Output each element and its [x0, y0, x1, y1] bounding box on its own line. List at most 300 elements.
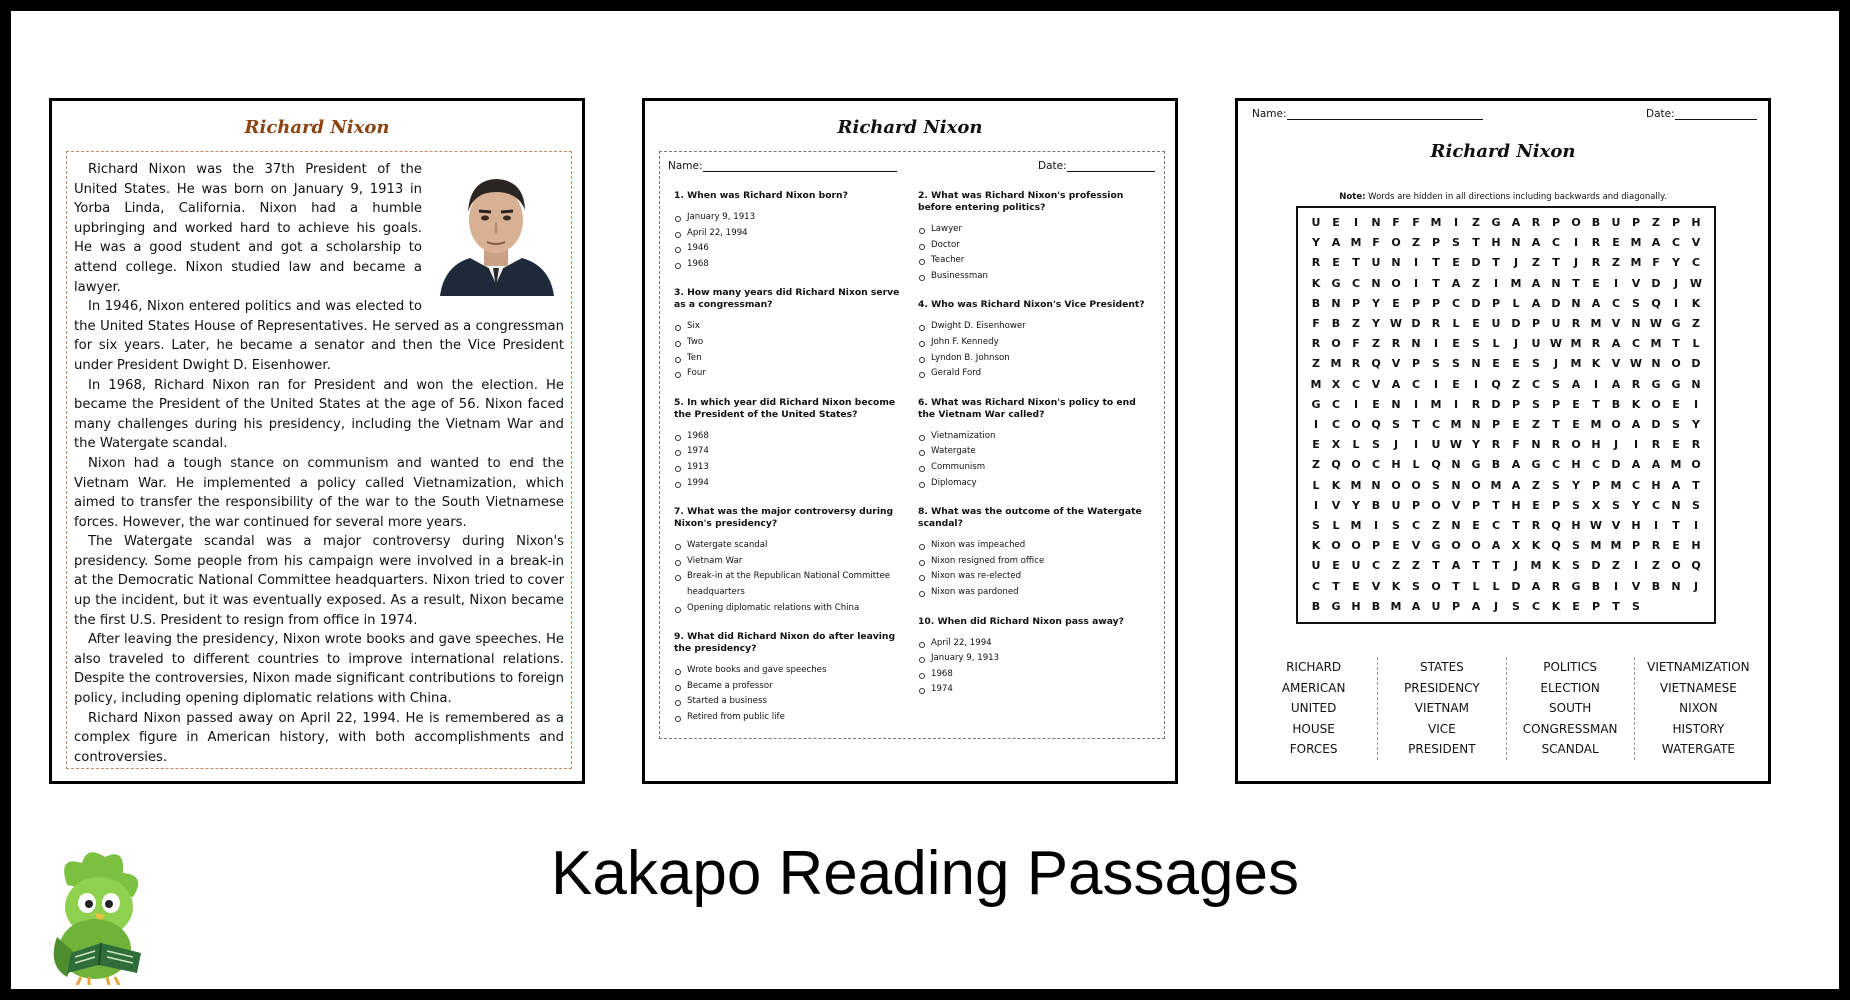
grid-letter: C: [1411, 519, 1421, 532]
answer-option[interactable]: Vietnam War: [674, 554, 902, 570]
grid-letter: I: [1353, 216, 1359, 229]
grid-letter: P: [1591, 478, 1601, 492]
word-list-item: SOUTH: [1549, 701, 1592, 716]
answer-option[interactable]: Nixon was impeached: [918, 538, 1146, 554]
grid-letter: T: [1552, 256, 1560, 270]
grid-letter: U: [1431, 438, 1441, 452]
grid-letter: R: [1391, 337, 1401, 351]
answer-options: [918, 222, 1146, 284]
answer-option[interactable]: 1974: [918, 682, 1146, 698]
grid-letter: S: [1572, 559, 1580, 573]
word-list-item: UNITED: [1290, 701, 1337, 716]
grid-letter: P: [1671, 216, 1681, 229]
grid-letter: C: [1331, 418, 1341, 431]
grid-letter: J: [1513, 256, 1519, 270]
grid-letter: N: [1451, 458, 1461, 472]
grid-letter: G: [1491, 216, 1501, 229]
letter-grid: [1296, 206, 1716, 624]
grid-letter: S: [1392, 418, 1400, 431]
grid-letter: A: [1511, 458, 1521, 472]
grid-letter: Z: [1532, 256, 1540, 270]
grid-letter: O: [1651, 397, 1661, 411]
grid-letter: I: [1673, 296, 1679, 310]
grid-letter: Q: [1491, 377, 1501, 391]
grid-letter: M: [1310, 377, 1322, 391]
grid-letter: O: [1691, 458, 1701, 472]
grid-letter: G: [1671, 317, 1681, 330]
grid-letter: E: [1332, 216, 1340, 229]
grid-letter: I: [1693, 519, 1699, 532]
grid-letter: B: [1591, 579, 1601, 593]
grid-letter: R: [1551, 579, 1561, 593]
date-label: Date:: [1646, 108, 1675, 120]
answer-option[interactable]: Four: [674, 366, 902, 382]
quiz-column-left: [674, 190, 902, 740]
quiz-title: Richard Nixon: [837, 117, 983, 138]
grid-letter: T: [1432, 256, 1440, 270]
grid-letter: Q: [1551, 539, 1561, 553]
question-text: 4. Who was Richard Nixon's Vice President?: [918, 299, 1145, 311]
grid-letter: Z: [1532, 478, 1540, 492]
answer-options: [918, 538, 1146, 600]
answer-option[interactable]: 1968: [918, 667, 1146, 683]
grid-letter: V: [1611, 317, 1621, 330]
quiz-question: [918, 616, 1146, 698]
question-text: 7. What was the major controversy during Nixon's presidency?: [674, 506, 894, 530]
grid-letter: B: [1651, 579, 1661, 593]
grid-letter: E: [1352, 579, 1360, 593]
grid-letter: D: [1511, 317, 1521, 330]
answer-option[interactable]: Break-in at the Republican National Committee headquarters: [674, 569, 902, 600]
grid-letter: T: [1692, 478, 1700, 492]
word-list-item: NIXON: [1679, 701, 1718, 716]
grid-letter: A: [1531, 236, 1541, 250]
answer-option[interactable]: Doctor: [918, 238, 1146, 254]
grid-letter: P: [1551, 216, 1561, 229]
grid-letter: D: [1491, 397, 1501, 411]
grid-letter: B: [1611, 397, 1621, 411]
grid-letter: H: [1351, 599, 1361, 613]
grid-letter: T: [1472, 559, 1480, 573]
grid-letter: Q: [1371, 357, 1381, 371]
grid-letter: O: [1391, 276, 1401, 290]
grid-letter: J: [1553, 357, 1559, 371]
passage-paragraph: Richard Nixon was the 37th President of the United States. He was born on January 9, 1913 in Yorba Linda, California. Nixon had a humble upbringing and worked hard to achieve his goals. He was a good student and got a scholarship to attend college. Nixon studied law and became a lawyer.: [74, 162, 422, 295]
grid-letter: I: [1613, 276, 1619, 290]
grid-letter: U: [1611, 216, 1621, 229]
grid-letter: M: [1630, 236, 1642, 250]
word-list: [1250, 657, 1762, 760]
grid-letter: E: [1372, 397, 1380, 411]
word-list-column: [1635, 657, 1762, 760]
grid-letter: S: [1432, 478, 1440, 492]
grid-letter: E: [1492, 357, 1500, 371]
grid-letter: O: [1411, 478, 1421, 492]
grid-letter: M: [1590, 418, 1602, 431]
grid-letter: P: [1631, 216, 1641, 229]
grid-letter: I: [1313, 498, 1319, 512]
answer-option[interactable]: 1974: [674, 444, 902, 460]
answer-option[interactable]: Nixon was pardoned: [918, 585, 1146, 601]
grid-letter: W: [1389, 317, 1403, 330]
word-search-page: [1235, 98, 1771, 784]
grid-letter: M: [1350, 478, 1362, 492]
grid-letter: Z: [1312, 357, 1320, 371]
grid-letter: L: [1332, 519, 1340, 532]
grid-letter: Z: [1512, 377, 1520, 391]
grid-letter: G: [1471, 458, 1481, 472]
grid-letter: N: [1551, 276, 1561, 290]
grid-letter: Z: [1352, 317, 1360, 330]
grid-letter: L: [1312, 478, 1320, 492]
grid-letter: S: [1552, 377, 1560, 391]
grid-letter: N: [1571, 296, 1581, 310]
question-text: 10. When did Richard Nixon pass away?: [918, 615, 1124, 627]
answer-option[interactable]: Nixon was re-elected: [918, 569, 1146, 585]
answer-option[interactable]: Teacher: [918, 253, 1146, 269]
grid-letter: O: [1391, 236, 1401, 250]
grid-letter: K: [1551, 559, 1561, 573]
grid-letter: O: [1571, 216, 1581, 229]
grid-letter: I: [1373, 519, 1379, 532]
grid-letter: A: [1411, 599, 1421, 613]
grid-letter: O: [1671, 559, 1681, 573]
ws-title: Richard Nixon: [1430, 141, 1576, 162]
grid-letter: Q: [1331, 458, 1341, 472]
grid-letter: Z: [1692, 317, 1700, 330]
quiz-date-field: [1038, 160, 1155, 172]
answer-option[interactable]: 1994: [674, 476, 902, 492]
question-text: 1. When was Richard Nixon born?: [674, 190, 848, 201]
answer-option[interactable]: April 22, 1994: [918, 636, 1146, 652]
grid-letter: S: [1392, 519, 1400, 532]
grid-letter: Q: [1371, 418, 1381, 431]
answer-option[interactable]: Two: [674, 335, 902, 351]
grid-letter: T: [1452, 579, 1460, 593]
grid-letter: A: [1511, 216, 1521, 229]
word-list-item: ELECTION: [1540, 680, 1600, 695]
quiz-name-field: [668, 160, 897, 172]
grid-letter: V: [1371, 579, 1381, 593]
answer-option[interactable]: Six: [674, 319, 902, 335]
answer-option[interactable]: Lyndon B. Johnson: [918, 351, 1146, 367]
grid-letter: P: [1551, 498, 1561, 512]
grid-letter: Y: [1632, 498, 1640, 512]
passage-paragraph: Richard Nixon passed away on April 22, 1994. He is remembered as a complex figure in American history, with both accomplishments and controversies.: [74, 710, 564, 765]
grid-letter: M: [1610, 539, 1622, 553]
answer-option[interactable]: Gerald Ford: [918, 366, 1146, 382]
word-list-item: STATES: [1419, 660, 1464, 674]
grid-letter: I: [1453, 216, 1459, 229]
ws-date-field: [1646, 108, 1757, 120]
grid-letter: R: [1651, 438, 1661, 452]
answer-option[interactable]: January 9, 1913: [674, 210, 902, 226]
grid-letter: Y: [1472, 438, 1480, 452]
grid-letter: A: [1611, 377, 1621, 391]
word-list-item: CONGRESSMAN: [1522, 721, 1618, 736]
grid-letter: O: [1431, 498, 1441, 512]
grid-letter: A: [1511, 478, 1521, 492]
grid-letter: A: [1451, 276, 1461, 290]
grid-letter: W: [1649, 317, 1663, 330]
grid-letter: W: [1549, 337, 1563, 351]
grid-letter: H: [1391, 458, 1401, 472]
grid-letter: H: [1651, 478, 1661, 492]
grid-letter: R: [1551, 438, 1561, 452]
grid-letter: S: [1552, 478, 1560, 492]
grid-letter: N: [1631, 317, 1641, 330]
grid-letter: X: [1331, 377, 1341, 391]
grid-letter: F: [1312, 317, 1320, 330]
grid-letter: T: [1592, 397, 1600, 411]
grid-letter: N: [1471, 357, 1481, 371]
grid-letter: S: [1512, 599, 1520, 613]
grid-letter: A: [1651, 458, 1661, 472]
grid-letter: N: [1531, 438, 1541, 452]
grid-letter: I: [1573, 236, 1579, 250]
grid-letter: U: [1391, 498, 1401, 512]
question-text: 5. In which year did Richard Nixon become the President of the United States?: [674, 396, 896, 420]
grid-letter: T: [1572, 276, 1580, 290]
grid-letter: O: [1431, 579, 1441, 593]
grid-letter: B: [1491, 458, 1501, 472]
answer-option[interactable]: Opening diplomatic relations with China: [674, 601, 902, 617]
reading-passage-page: [49, 98, 585, 784]
grid-letter: S: [1672, 418, 1680, 431]
grid-letter: T: [1492, 256, 1500, 270]
answer-option[interactable]: Watergate scandal: [674, 538, 902, 554]
grid-letter: W: [1689, 276, 1703, 290]
grid-letter: R: [1471, 397, 1481, 411]
grid-letter: O: [1391, 478, 1401, 492]
grid-letter: D: [1651, 418, 1661, 431]
answer-option[interactable]: April 22, 1994: [674, 226, 902, 242]
grid-letter: Z: [1412, 236, 1420, 250]
quiz-question: [918, 190, 1146, 284]
answer-option[interactable]: Diplomacy: [918, 476, 1146, 492]
grid-letter: C: [1551, 236, 1561, 250]
grid-letter: O: [1331, 539, 1341, 553]
answer-option[interactable]: 1968: [674, 257, 902, 273]
quiz-question: [918, 397, 1146, 491]
answer-option[interactable]: January 9, 1913: [918, 651, 1146, 667]
grid-letter: M: [1630, 256, 1642, 270]
grid-letter: E: [1612, 236, 1620, 250]
grid-letter: A: [1491, 539, 1501, 553]
grid-letter: K: [1311, 539, 1321, 553]
grid-letter: M: [1590, 539, 1602, 553]
answer-option[interactable]: 1968: [674, 429, 902, 445]
answer-option[interactable]: Dwight D. Eisenhower: [918, 319, 1146, 335]
answer-options: [674, 663, 902, 725]
grid-letter: M: [1430, 397, 1442, 411]
grid-letter: Q: [1691, 559, 1701, 573]
grid-letter: S: [1632, 296, 1640, 310]
grid-letter: K: [1691, 296, 1701, 310]
answer-option[interactable]: Nixon resigned from office: [918, 554, 1146, 570]
grid-letter: Y: [1312, 236, 1320, 250]
grid-letter: P: [1411, 498, 1421, 512]
grid-letter: C: [1491, 519, 1501, 532]
nixon-portrait-image: [430, 162, 564, 296]
grid-letter: S: [1612, 498, 1620, 512]
answer-option[interactable]: Wrote books and gave speeches: [674, 663, 902, 679]
grid-letter: E: [1532, 498, 1540, 512]
grid-letter: A: [1391, 377, 1401, 391]
grid-letter: Z: [1312, 458, 1320, 472]
grid-letter: I: [1413, 438, 1419, 452]
grid-letter: W: [1589, 519, 1603, 532]
grid-letter: E: [1332, 559, 1340, 573]
word-list-item: AMERICAN: [1281, 680, 1346, 695]
grid-letter: Z: [1472, 216, 1480, 229]
grid-letter: E: [1392, 539, 1400, 553]
grid-letter: U: [1431, 599, 1441, 613]
grid-letter: C: [1431, 418, 1441, 431]
answer-options: [674, 210, 902, 272]
grid-letter: B: [1331, 317, 1341, 330]
grid-letter: P: [1451, 599, 1461, 613]
grid-letter: R: [1491, 438, 1501, 452]
grid-letter: M: [1650, 337, 1662, 351]
grid-letter: U: [1311, 216, 1321, 229]
answer-option[interactable]: Retired from public life: [674, 710, 902, 726]
grid-letter: L: [1452, 317, 1460, 330]
grid-letter: B: [1371, 599, 1381, 613]
grid-letter: A: [1651, 236, 1661, 250]
answer-option[interactable]: John F. Kennedy: [918, 335, 1146, 351]
grid-letter: C: [1611, 296, 1621, 310]
grid-letter: N: [1451, 478, 1461, 492]
answer-option[interactable]: Ten: [674, 351, 902, 367]
grid-letter: A: [1591, 296, 1601, 310]
grid-letter: Y: [1672, 256, 1680, 270]
grid-letter: C: [1411, 377, 1421, 391]
grid-letter: R: [1311, 256, 1321, 270]
passage-paragraph: In 1946, Nixon entered politics and was elected to the United States House of Representatives. He served as a congressman for six years. Later, he became a senator and then the Vice President under President Dwight D. Eisenhower.: [74, 299, 564, 373]
grid-letter: A: [1331, 236, 1341, 250]
answer-option[interactable]: Started a business: [674, 694, 902, 710]
name-line: [703, 171, 897, 172]
word-list-item: VIETNAM: [1414, 701, 1469, 716]
grid-letter: P: [1591, 599, 1601, 613]
grid-letter: E: [1572, 397, 1580, 411]
brand-footer: Kakapo Reading Passages: [551, 839, 1299, 908]
grid-letter: T: [1492, 498, 1500, 512]
grid-letter: C: [1451, 296, 1461, 310]
grid-letter: A: [1531, 579, 1541, 593]
answer-option[interactable]: 1913: [674, 460, 902, 476]
grid-letter: E: [1472, 317, 1480, 330]
answer-option[interactable]: Communism: [918, 460, 1146, 476]
grid-letter: A: [1451, 559, 1461, 573]
answer-options: [918, 429, 1146, 491]
grid-letter: J: [1693, 579, 1699, 593]
grid-letter: T: [1672, 337, 1680, 351]
grid-letter: B: [1311, 599, 1321, 613]
grid-letter: R: [1631, 377, 1641, 391]
grid-letter: S: [1432, 357, 1440, 371]
grid-letter: Y: [1372, 317, 1380, 330]
grid-letter: A: [1531, 296, 1541, 310]
grid-letter: C: [1351, 276, 1361, 290]
grid-letter: I: [1453, 397, 1459, 411]
grid-letter: U: [1531, 337, 1541, 351]
grid-letter: L: [1492, 337, 1500, 351]
grid-letter: U: [1351, 559, 1361, 573]
grid-letter: R: [1591, 256, 1601, 270]
answer-option[interactable]: Became a professor: [674, 679, 902, 695]
grid-letter: L: [1692, 337, 1700, 351]
grid-letter: P: [1511, 397, 1521, 411]
grid-letter: T: [1352, 256, 1360, 270]
grid-letter: E: [1572, 599, 1580, 613]
answer-option[interactable]: 1946: [674, 241, 902, 257]
grid-letter: L: [1512, 296, 1520, 310]
grid-letter: U: [1551, 317, 1561, 330]
grid-letter: O: [1331, 337, 1341, 351]
grid-letter: H: [1571, 519, 1581, 532]
grid-letter: R: [1531, 519, 1541, 532]
grid-letter: M: [1390, 599, 1402, 613]
grid-letter: D: [1591, 559, 1601, 573]
grid-letter: S: [1452, 357, 1460, 371]
grid-letter: C: [1631, 478, 1641, 492]
grid-letter: P: [1351, 296, 1361, 310]
grid-letter: A: [1631, 418, 1641, 431]
grid-letter: P: [1491, 296, 1501, 310]
grid-letter: C: [1631, 337, 1641, 351]
grid-letter: D: [1551, 296, 1561, 310]
grid-letter: E: [1572, 418, 1580, 431]
answer-option[interactable]: Watergate: [918, 444, 1146, 460]
grid-letter: W: [1449, 438, 1463, 452]
grid-letter: E: [1672, 438, 1680, 452]
grid-letter: D: [1471, 296, 1481, 310]
grid-letter: M: [1510, 276, 1522, 290]
answer-option[interactable]: Lawyer: [918, 222, 1146, 238]
grid-letter: A: [1571, 377, 1581, 391]
answer-option[interactable]: Vietnamization: [918, 429, 1146, 445]
grid-letter: P: [1431, 236, 1441, 250]
grid-letter: Z: [1652, 216, 1660, 229]
grid-letter: C: [1371, 559, 1381, 573]
quiz-question: [918, 299, 1146, 381]
grid-letter: N: [1371, 276, 1381, 290]
question-text: 3. How many years did Richard Nixon serve as a congressman?: [674, 287, 900, 311]
grid-letter: I: [1313, 418, 1319, 431]
grid-letter: M: [1610, 478, 1622, 492]
question-text: 2. What was Richard Nixon's profession before entering politics?: [918, 190, 1124, 213]
grid-letter: E: [1452, 337, 1460, 351]
word-list-item: WATERGATE: [1661, 742, 1735, 757]
quiz-question: [674, 631, 902, 725]
grid-letter: O: [1451, 539, 1461, 553]
grid-letter: T: [1672, 519, 1680, 532]
quiz-question: [674, 190, 902, 272]
answer-option[interactable]: Businessman: [918, 269, 1146, 285]
grid-letter: C: [1311, 579, 1321, 593]
grid-letter: E: [1672, 397, 1680, 411]
grid-letter: Z: [1372, 337, 1380, 351]
quiz-frame: [659, 151, 1165, 739]
grid-letter: M: [1350, 236, 1362, 250]
grid-letter: M: [1590, 317, 1602, 330]
grid-letter: N: [1511, 236, 1521, 250]
grid-letter: S: [1472, 337, 1480, 351]
grid-letter: S: [1572, 498, 1580, 512]
word-list-item: SCANDAL: [1541, 742, 1599, 757]
